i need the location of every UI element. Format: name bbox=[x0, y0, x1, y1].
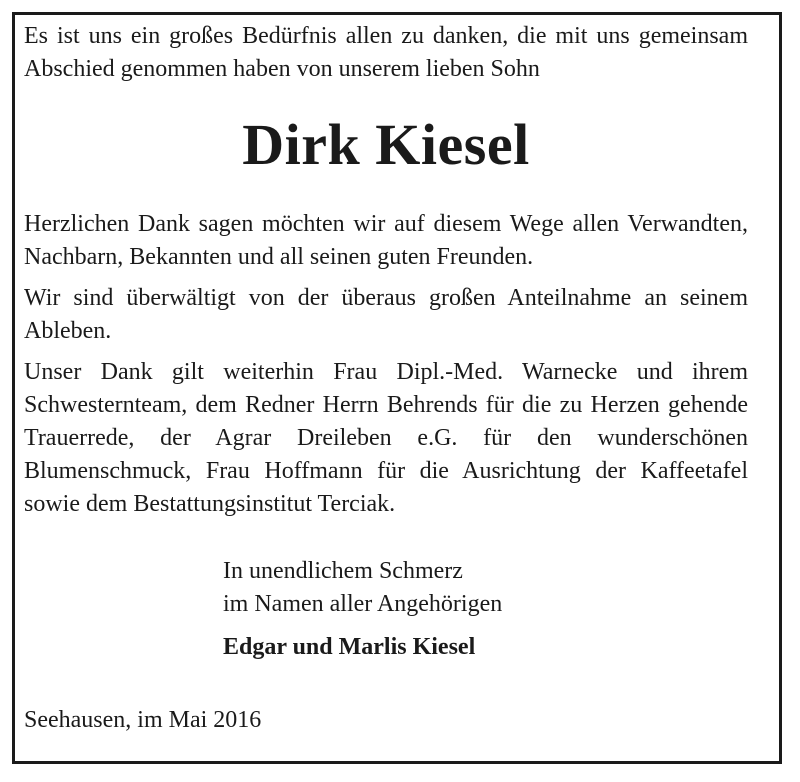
thanks-paragraph-3: Unser Dank gilt weiterhin Frau Dipl.-Med. Warnecke und ihrem Schwesternteam, dem Redner Herrn Behrends für die zu Herzen gehende Trauerrede, der Agrar Dreileben e.G. für den wunderschönen Blumenschmuck, Frau Hoffmann für die Ausrichtung der Kaffeetafel sowie dem Bestattungsinstitut Terciak. bbox=[24, 359, 748, 517]
intro-text: Es ist uns ein großes Bedürfnis allen zu danken, die mit uns gemeinsam Abschied genommen haben von unserem lieben Sohn bbox=[24, 23, 748, 82]
place-date: Seehausen, im Mai 2016 bbox=[24, 707, 262, 733]
closing-line-1: In unendlichem Schmerz bbox=[223, 558, 463, 584]
signers: Edgar und Marlis Kiesel bbox=[223, 634, 476, 660]
deceased-name: Dirk Kiesel bbox=[242, 112, 530, 177]
notice-body bbox=[24, 20, 748, 521]
closing-line-2: im Namen aller Angehörigen bbox=[223, 591, 503, 617]
thanks-paragraph-2: Wir sind überwältigt von der überaus großen Anteilnahme an seinem Ableben. bbox=[24, 285, 748, 344]
closing-block bbox=[223, 555, 502, 664]
thanks-paragraph-1: Herzlichen Dank sagen möchten wir auf diesem Wege allen Verwandten, Nachbarn, Bekannten und all seinen guten Freunden. bbox=[24, 211, 748, 270]
